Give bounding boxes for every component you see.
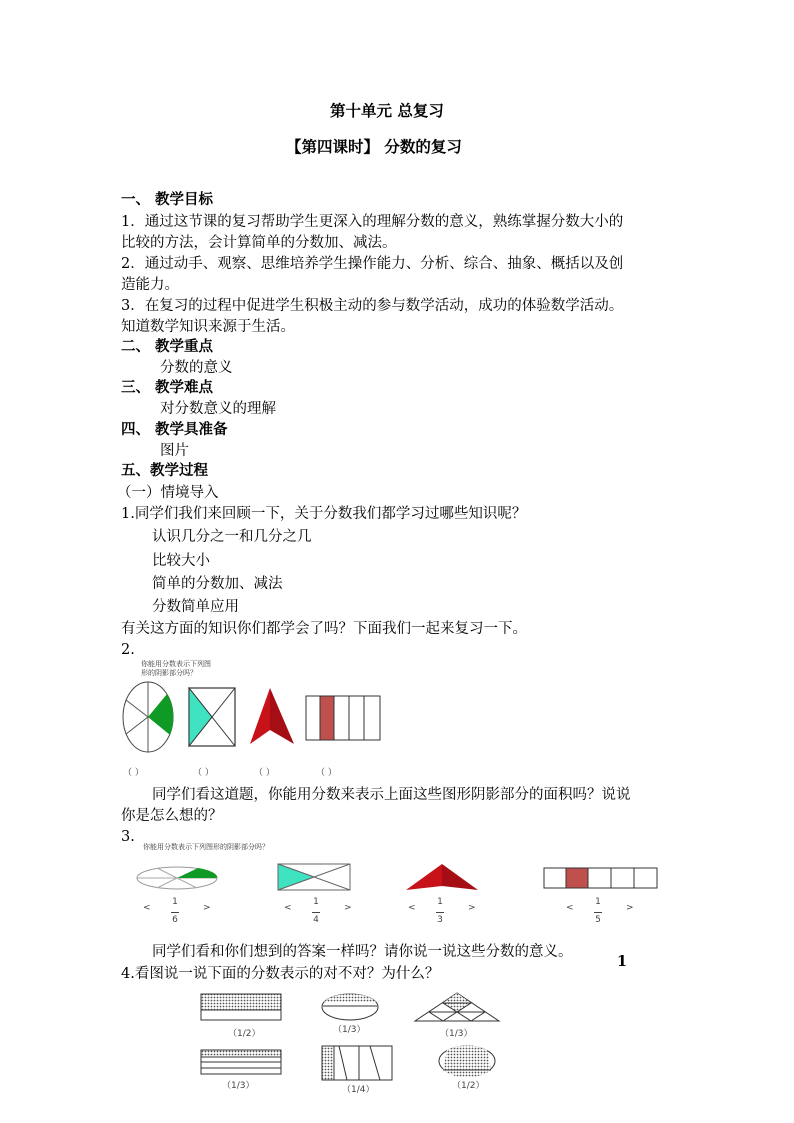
- answer-bracket: （ ）: [254, 768, 275, 778]
- fraction-label: （1/4）: [342, 1085, 375, 1095]
- paragraph-3: 同学们看和你们想到的答案一样吗？请你说一说这些分数的意义。: [152, 944, 573, 960]
- answer-bracket: （ ）: [193, 768, 214, 778]
- figure-2-caption: 你能用分数表示下列图形的阴影部分吗？: [141, 660, 211, 677]
- section-5-heading: 五、教学过程: [121, 462, 208, 479]
- fraction-answer: 1 5: [595, 897, 601, 925]
- goal-line-2: 比较的方法，会计算简单的分数加、减法。: [121, 235, 397, 251]
- list-item: 比较大小: [152, 553, 210, 569]
- goal-line-5: 3．在复习的过程中促进学生积极主动的参与数学活动，成功的体验数学活动。: [121, 298, 624, 314]
- goal-line-4: 造能力。: [121, 277, 179, 293]
- strip-shape: [544, 868, 657, 888]
- item-3-number: 3.: [121, 829, 135, 845]
- list-item: 分数简单应用: [152, 599, 239, 615]
- lesson-subtitle: 【第四课时】 分数的复习: [286, 137, 462, 156]
- fraction-label: （1/2）: [452, 1081, 485, 1091]
- paragraph-2b: 你是怎么想的？: [121, 808, 223, 824]
- question-1: 1.同学们我们来回顾一下，关于分数我们都学习过哪些知识呢？: [121, 506, 527, 522]
- strip-shape: [306, 696, 380, 740]
- red-triangle-left: [250, 688, 270, 744]
- figure-2-shapes: [120, 680, 390, 755]
- answer-bracket: （ ）: [123, 768, 144, 778]
- answer-bracket: （ ）: [316, 768, 337, 778]
- fraction-answer: 1 4: [313, 897, 319, 925]
- page-number: 1: [617, 953, 628, 970]
- item-2-number: 2.: [121, 642, 135, 658]
- question-1-end: 有关这方面的知识你们都学会了吗？下面我们一起来复习一下。: [121, 621, 527, 637]
- answer-bracket-right: >: [344, 903, 352, 913]
- list-item: 简单的分数加、减法: [152, 576, 283, 592]
- answer-bracket-right: >: [468, 903, 476, 913]
- page-title: 第十单元 总复习: [330, 101, 444, 120]
- section-2-text: 分数的意义: [160, 360, 233, 376]
- figure-3-caption: 你能用分数表示下列图形的阴影部分吗？: [143, 843, 269, 851]
- answer-bracket-left: <: [408, 903, 416, 913]
- section-1-heading: 一、 教学目标: [121, 191, 214, 208]
- section-3-text: 对分数意义的理解: [160, 401, 276, 417]
- fraction-label: （1/3）: [333, 1025, 366, 1035]
- paragraph-2a: 同学们看这道题，你能用分数来表示上面这些图形阴影部分的面积吗？说说: [152, 787, 631, 803]
- fraction-answer: 1 6: [172, 897, 178, 925]
- figure-3-shapes: [130, 860, 670, 900]
- sub-heading-intro: （一）情境导入: [117, 485, 219, 501]
- goal-line-6: 知道数学知识来源于生活。: [121, 319, 295, 335]
- answer-bracket-left: <: [143, 903, 151, 913]
- list-item: 认识几分之一和几分之几: [152, 529, 312, 545]
- red-triangle: [406, 864, 442, 890]
- fraction-label: （1/3）: [440, 1029, 473, 1039]
- section-2-heading: 二、 教学重点: [121, 338, 214, 355]
- goal-line-3: 2．通过动手、观察、思维培养学生操作能力、分析、综合、抽象、概括以及创: [121, 256, 624, 272]
- fraction-answer: 1 3: [437, 897, 443, 925]
- answer-bracket-left: <: [566, 903, 574, 913]
- answer-bracket-left: <: [284, 903, 292, 913]
- section-3-heading: 三、 教学难点: [121, 379, 214, 396]
- answer-bracket-right: >: [203, 903, 211, 913]
- question-4: 4.看图说一说下面的分数表示的对不对？为什么？: [121, 966, 440, 982]
- fraction-label: （1/3）: [222, 1081, 255, 1091]
- section-4-heading: 四、 教学具准备: [121, 421, 228, 438]
- goal-line-1: 1．通过这节课的复习帮助学生更深入的理解分数的意义，熟练掌握分数大小的: [121, 214, 624, 230]
- section-4-text: 图片: [160, 443, 189, 459]
- answer-bracket-right: >: [626, 903, 634, 913]
- fraction-label: （1/2）: [228, 1029, 261, 1039]
